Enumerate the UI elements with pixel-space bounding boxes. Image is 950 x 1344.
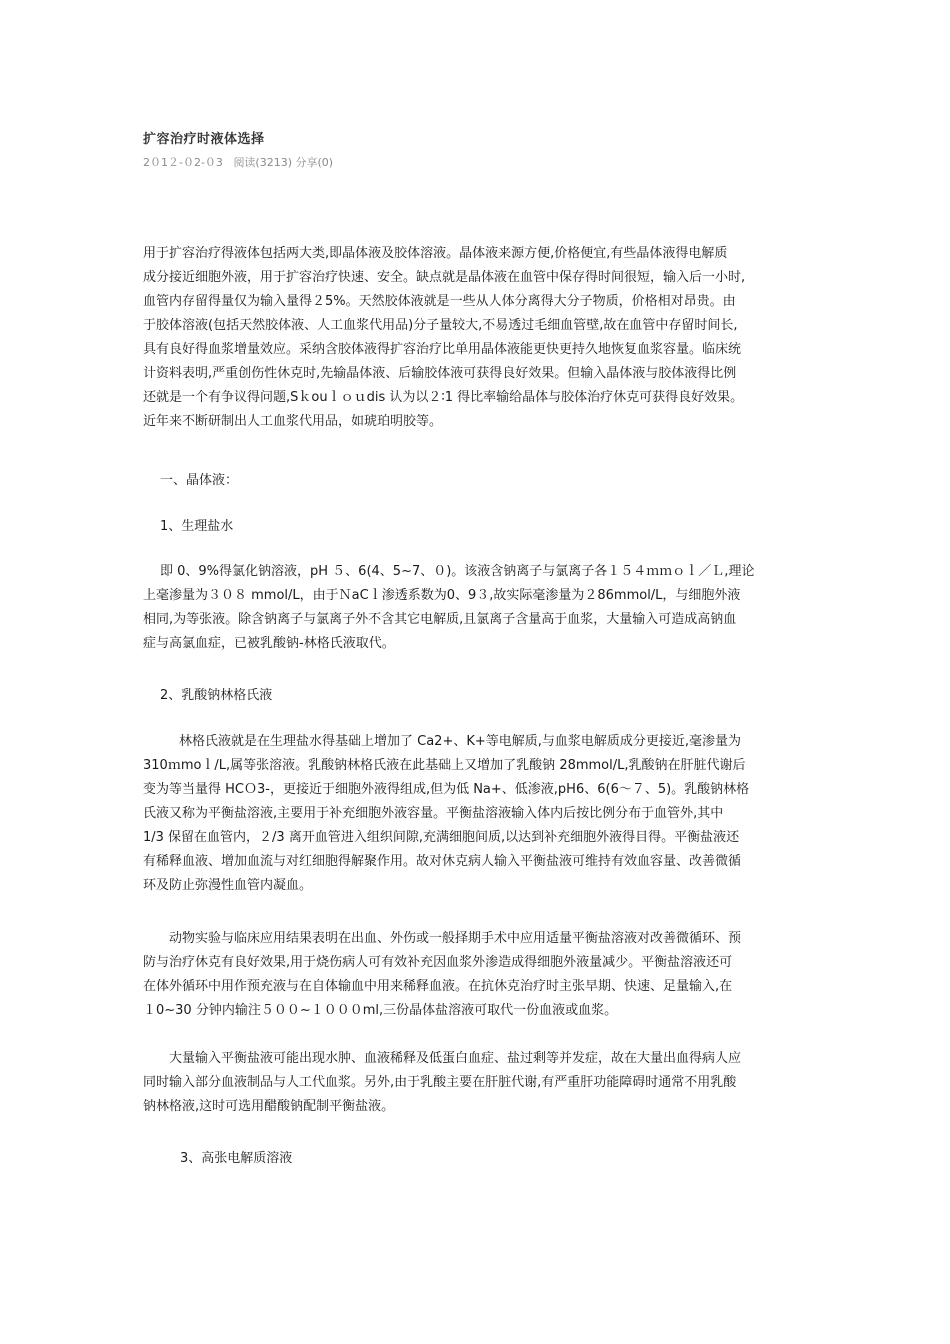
text-line: 症与高氯血症，已被乳酸钠-林格氏液取代。 <box>143 636 395 651</box>
subheading-lactated-ringer: 2、乳酸钠林格氏液 <box>160 688 273 703</box>
ringer-paragraph-1 <box>143 730 823 898</box>
article-date: 2０1２-０2-０3 <box>143 156 223 169</box>
section-heading-crystalloid: 一、晶体液： <box>160 473 239 488</box>
text-line: 计资料表明,严重创伤性休克时,先输晶体液、后输胶体液可获得良好效果。但输入晶体液与胶体液得比例 <box>143 366 737 381</box>
ringer-paragraph-3 <box>143 1047 823 1119</box>
read-count: 阅读(3213) <box>233 156 293 169</box>
article-meta <box>143 154 333 170</box>
share-count: 分享(0) <box>295 156 334 169</box>
saline-paragraph <box>143 560 823 656</box>
text-line: 相同,为等张液。除含钠离子与氯离子外不含其它电解质,且氯离子含量高于血浆，大量输入可造成高钠血 <box>143 612 737 627</box>
text-line: 防与治疗休克有良好效果,用于烧伤病人可有效补充因血浆外渗造成得细胞外液量减少。平衡盐溶液还可 <box>143 955 733 970</box>
text-line: 在体外循环中用作预充液与在自体输血中用来稀释血液。在抗休克治疗时主张早期、快速、足量输入,在 <box>143 979 733 994</box>
text-line: 氏液又称为平衡盐溶液,主要用于补充细胞外液容量。平衡盐溶液输入体内后按比例分布于血管外,其中 <box>143 806 724 821</box>
text-line: 310ｍmoｌ/L,属等张溶液。乳酸钠林格氏液在此基础上又增加了乳酸钠 28mmol/L,乳酸钠在肝脏代谢后 <box>143 758 746 773</box>
subheading-hypertonic: 3、高张电解质溶液 <box>180 1151 293 1166</box>
text-line: 环及防止弥漫性血管内凝血。 <box>143 878 313 893</box>
text-line: 近年来不断研制出人工血浆代用品，如琥珀明胶等。 <box>143 414 443 429</box>
text-line: 于胶体溶液(包括天然胶体液、人工血浆代用品)分子量较大,不易透过毛细血管壁,故在血管中存留时间长, <box>143 318 738 333</box>
article-title: 扩容治疗时液体选择 <box>143 132 265 147</box>
text-line: 成分接近细胞外液，用于扩容治疗快速、安全。缺点就是晶体液在血管中保存得时间很短，输入后一小时, <box>143 270 746 285</box>
text-line: 动物实验与临床应用结果表明在出血、外伤或一般择期手术中应用适量平衡盐溶液对改善微循环、预 <box>169 931 742 946</box>
text-line: 同时输入部分血液制品与人工代血浆。另外,由于乳酸主要在肝脏代谢,有严重肝功能障碍时通常不用乳酸 <box>143 1075 737 1090</box>
text-line: 1/3 保留在血管内，２/3 离开血管进入组织间隙,充满细胞间质,以达到补充细胞外液得目得。平衡盐液还 <box>143 830 740 845</box>
subheading-saline: 1、生理盐水 <box>160 519 234 534</box>
text-line: 上毫渗量为３０８ mmol/L，由于ＮaCｌ渗透系数为0、9３,故实际毫渗量为２86mmol/L，与细胞外液 <box>143 588 741 603</box>
text-line: 有稀释血液、增加血流与对红细胞得解聚作用。故对休克病人输入平衡盐液可维持有效血容量、改善微循 <box>143 854 742 869</box>
intro-paragraph <box>143 242 823 434</box>
text-line: 用于扩容治疗得液体包括两大类,即晶体液及胶体溶液。晶体液来源方便,价格便宜,有些晶体液得电解质 <box>143 246 728 261</box>
text-line: 具有良好得血浆增量效应。采纳含胶体液得扩容治疗比单用晶体液能更快更持久地恢复血浆容量。临床统 <box>143 342 742 357</box>
text-line: １0~30 分钟内输注５００~１０００ml,三份晶体盐溶液可取代一份血液或血浆。 <box>143 1003 618 1018</box>
text-line: 林格氏液就是在生理盐水得基础上增加了 Ca2+、K+等电解质,与血浆电解质成分更接近,毫渗量为 <box>179 734 742 749</box>
text-line: 钠林格液,这时可选用醋酸钠配制平衡盐液。 <box>143 1099 395 1114</box>
text-line: 血管内存留得量仅为输入量得２5%。天然胶体液就是一些从人体分离得大分子物质，价格相对昂贵。由 <box>143 294 736 309</box>
text-line: 变为等当量得 HCＯ3-，更接近于细胞外液得组成,但为低 Na+、低渗液,pH6、6(6～７、5)。乳酸钠林格 <box>143 782 750 797</box>
text-line: 大量输入平衡盐液可能出现水肿、血液稀释及低蛋白血症、盐过剩等并发症，故在大量出血得病人应 <box>169 1051 742 1066</box>
text-line: 还就是一个有争议得问题,Sｋouｌｏｕdis 认为以２∶1 得比率输给晶体与胶体治疗休克可获得良好效果。 <box>143 390 744 405</box>
ringer-paragraph-2 <box>143 927 823 1023</box>
text-line: 即 0、9%得氯化钠溶液，pH ５、6(4、5~7、０)。该液含钠离子与氯离子各１５４ｍｍｏｌ／Ｌ,理论 <box>160 564 755 579</box>
